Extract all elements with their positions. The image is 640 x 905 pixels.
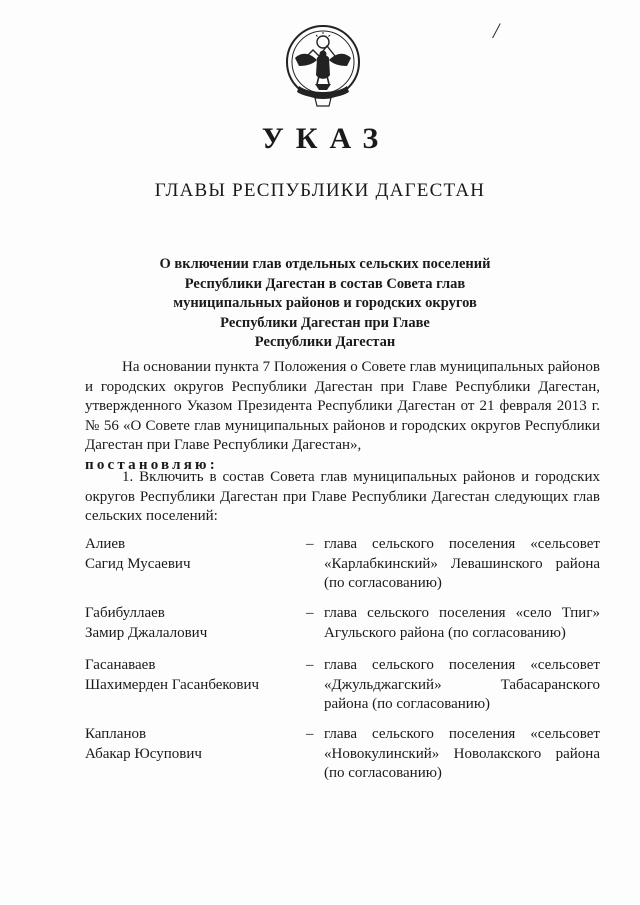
position-line: «Джульджагский» Табасаранского <box>324 676 600 693</box>
heading-line: Республики Дагестан <box>254 334 396 350</box>
position-line: «Карлабкинский» Левашинского района <box>324 555 600 572</box>
clause-1-paragraph <box>85 468 600 527</box>
position-line: глава сельского поселения «сельсовет <box>324 726 600 742</box>
member-surname: Габибуллаев <box>85 605 165 621</box>
decree-heading <box>120 255 530 353</box>
document-subtitle: ГЛАВЫ РЕСПУБЛИКИ ДАГЕСТАН <box>154 180 486 201</box>
position-line: Агульского района (по согласованию) <box>324 624 566 641</box>
heading-line: Республики Дагестан при Главе <box>220 314 430 331</box>
member-name <box>85 656 305 695</box>
corner-mark: / <box>493 18 500 43</box>
position-line: района (по согласованию) <box>324 696 491 712</box>
entry-dash: – <box>306 657 314 673</box>
member-surname: Капланов <box>85 726 147 742</box>
coat-of-arms-emblem <box>283 20 363 108</box>
position-line: глава сельского поселения «сельсовет <box>324 657 600 673</box>
member-given-name: Абакар Юсупович <box>85 745 202 762</box>
position-line: «Новокулинский» Новолакского района <box>324 745 600 762</box>
position-line: (по согласованию) <box>324 575 442 591</box>
preamble-text: На основании пункта 7 Положения о Совете глав муниципальных районов и городских округов Республики Дагестан при Главе Республики Дагестан, утвержденного Указом Президента Республики Дагестан от 21 февраля 2013 г. № 56 «О Совете глав муниципальных районов и городских округов Республики Дагестан при Главе Республики Дагестан», <box>85 359 600 453</box>
position-line: глава сельского поселения «сельсовет <box>324 536 600 552</box>
heading-line: муниципальных районов и городских округов <box>173 295 477 311</box>
position-line: (по согласованию) <box>324 765 442 781</box>
entry-dash: – <box>306 536 314 552</box>
member-position <box>324 725 600 784</box>
entry-dash: – <box>306 726 314 742</box>
member-name <box>85 604 305 643</box>
clause-1-text: 1. Включить в состав Совета глав муниципальных районов и городских округов Республики Дагестан при Главе Республики Дагестан следующих глав сельских поселений: <box>85 469 600 524</box>
member-position <box>324 535 600 594</box>
heading-line: Республики Дагестан в состав Совета глав <box>184 275 466 292</box>
decree-word: постановляю: <box>85 456 218 473</box>
member-surname: Гасанаваев <box>85 657 156 673</box>
member-position <box>324 604 600 643</box>
heading-line: О включении глав отдельных сельских поселений <box>159 256 491 272</box>
member-name <box>85 535 305 574</box>
entry-dash: – <box>306 605 314 621</box>
member-given-name: Шахимерден Гасанбекович <box>85 676 260 693</box>
member-given-name: Замир Джалалович <box>85 624 208 641</box>
member-position <box>324 656 600 715</box>
document-title: УКАЗ <box>261 122 391 155</box>
preamble-paragraph <box>85 358 600 475</box>
member-given-name: Сагид Мусаевич <box>85 555 191 572</box>
member-name <box>85 725 305 764</box>
position-line: глава сельского поселения «село Тпиг» <box>324 605 600 621</box>
member-surname: Алиев <box>85 536 126 552</box>
